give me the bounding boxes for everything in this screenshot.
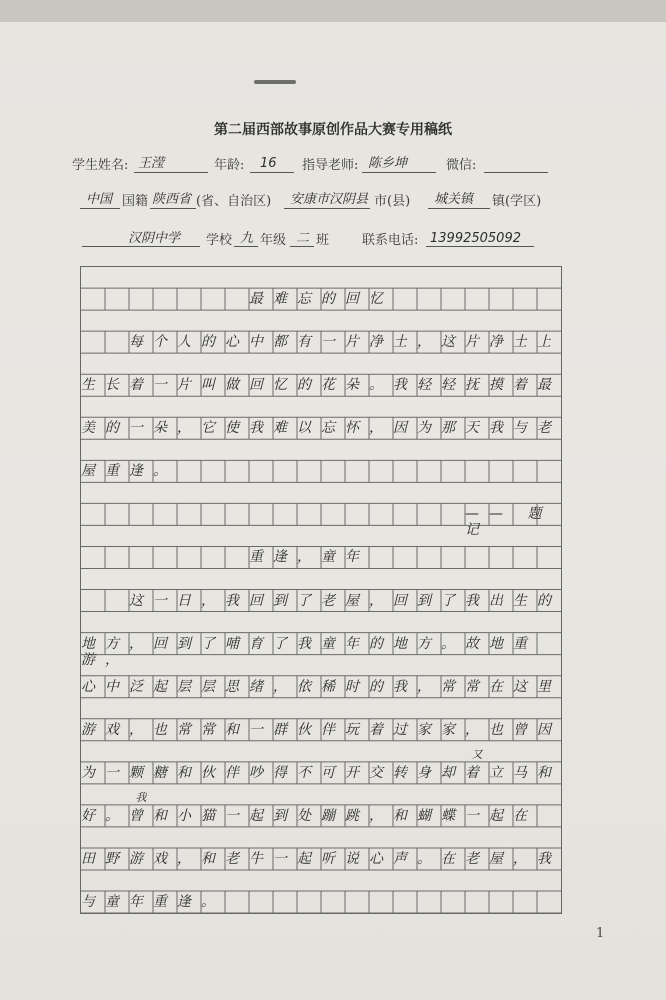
- city-label: 市(县): [374, 194, 411, 209]
- wechat-label: 微信:: [446, 158, 477, 173]
- student-name-label: 学生姓名:: [72, 158, 129, 173]
- province-value: 陕西省: [152, 192, 192, 207]
- town-value: 城关镇: [434, 192, 474, 207]
- intro-line: 美的一朵，它使我难以忘怀，因为那天我与老: [81, 420, 561, 437]
- school-value: 汉阴中学: [128, 231, 181, 246]
- grade-value: 九: [240, 231, 254, 246]
- section-title: 重逢，童年: [249, 549, 369, 566]
- class-underline: [290, 246, 314, 247]
- teacher-value: 陈乡坤: [368, 156, 408, 171]
- body-line: 地方，回到了哺育了我童年的地方。故地重游，: [81, 635, 537, 668]
- teacher-label: 指导老师:: [302, 158, 359, 173]
- body-line: 田野游戏，和老牛一起听说心声。在老屋，我: [81, 850, 561, 867]
- country-value: 中国: [86, 192, 113, 207]
- student-name-value: 王滢: [138, 156, 165, 171]
- body-line: 与童年重逢。: [81, 894, 225, 911]
- manuscript-grid: [80, 266, 562, 914]
- town-label: 镇(学区): [492, 194, 542, 209]
- inserted-correction-2: 我: [135, 790, 147, 804]
- phone-label: 联系电话:: [362, 233, 419, 248]
- body-line: 游戏，也常常和一群伙伴玩着过家家，也曾因: [81, 721, 561, 738]
- epigraph-mark: —— 题记: [465, 506, 552, 539]
- school-underline: [82, 246, 200, 247]
- inserted-correction-1: 又: [471, 747, 483, 761]
- country-label: 国籍: [122, 194, 149, 209]
- staple-mark: [254, 80, 296, 84]
- grade-label: 年级: [260, 233, 287, 248]
- grade-underline: [234, 246, 258, 247]
- city-underline: [284, 208, 370, 209]
- province-underline: [150, 208, 196, 209]
- age-underline: [250, 172, 294, 173]
- student-name-underline: [134, 172, 208, 173]
- school-label: 学校: [206, 233, 233, 248]
- age-value: 16: [260, 156, 277, 171]
- intro-line: 屋重逢。: [81, 463, 177, 480]
- wechat-underline: [484, 172, 548, 173]
- body-line: 为一颗糖和伙伴吵得不可开交转身却着立马和: [81, 764, 561, 781]
- body-line: 好。曾和小猫一起到处蹦跳，和蝴蝶一起在: [81, 807, 537, 824]
- teacher-underline: [362, 172, 436, 173]
- intro-line: 每个人的心中都有一片净土，这片净土上: [129, 334, 561, 351]
- town-underline: [428, 208, 490, 209]
- class-value: 二: [296, 231, 310, 246]
- form-title: 第二届西部故事原创作品大赛专用稿纸: [214, 122, 452, 138]
- essay-title: 最难忘的回忆: [249, 291, 393, 308]
- country-underline: [80, 208, 120, 209]
- age-label: 年龄:: [214, 158, 245, 173]
- intro-line: 生长着一片叫做回忆的花朵。我轻轻抚摸着最: [81, 377, 561, 394]
- class-label: 班: [316, 233, 330, 248]
- body-line: 心中泛起层层思绪，依稀时的我，常常在这里: [81, 678, 561, 695]
- phone-underline: [426, 246, 534, 247]
- phone-value: 13992505092: [430, 231, 521, 246]
- body-line: 这一日，我回到了老屋，回到了我出生的: [129, 592, 561, 609]
- city-value: 安康市汉阴县: [290, 192, 369, 207]
- province-label: (省、自治区): [196, 194, 272, 209]
- page-number: 1: [596, 926, 605, 941]
